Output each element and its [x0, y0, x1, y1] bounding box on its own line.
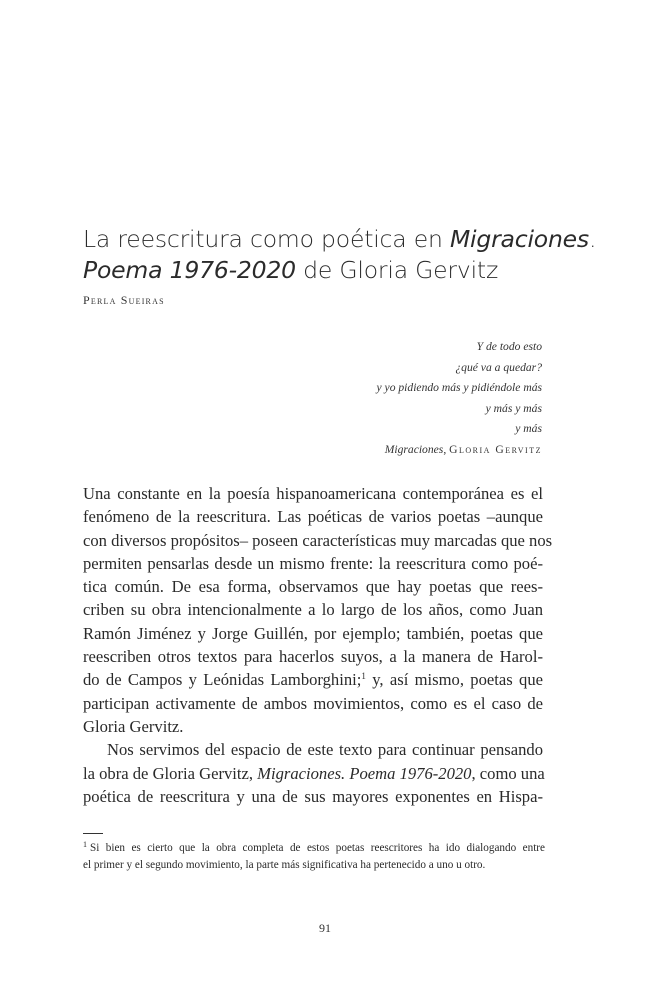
epigraph — [377, 337, 543, 460]
paragraph-line: tica común. De esa forma, observamos que hay poetas que rees- — [83, 577, 543, 597]
paragraph-line: fenómeno de la reescritura. Las poéticas de varios poetas –aunque — [83, 507, 543, 527]
footnote-reference[interactable]: 1 — [361, 671, 366, 682]
title-italic: Migraciones — [449, 225, 589, 253]
chapter-title — [83, 224, 603, 286]
title-text: La reescritura como poética en — [83, 225, 450, 253]
paragraph-text: do de Campos y Leónidas Lamborghini; — [83, 670, 362, 690]
paragraph-line: Ramón Jiménez y Jorge Guillén, por ejemplo; también, poetas que — [83, 623, 543, 643]
page-number: 91 — [319, 921, 331, 935]
paragraph-text: la obra de Gloria Gervitz, — [83, 763, 258, 783]
paragraph-line: con diversos propósitos– poseen características muy marcadas que nos — [83, 530, 553, 550]
paragraph-text: y, así mismo, poetas que — [365, 670, 543, 690]
title-italic: Poema 1976-2020 — [83, 256, 296, 284]
author-name: Perla Sueiras — [83, 293, 165, 307]
footnote — [83, 840, 545, 874]
epigraph-source-title: Migraciones — [384, 442, 444, 456]
paragraph-italic: Migraciones. Poema 1976-2020 — [257, 763, 472, 783]
title-line-1 — [83, 224, 603, 255]
paragraph-line: Gloria Gervitz. — [83, 716, 184, 736]
footnote-line: el primer y el segundo movimiento, la parte más significativa ha pertenecido a uno u otro. — [83, 859, 486, 871]
epigraph-line: Y de todo esto — [476, 340, 542, 353]
title-line-2 — [83, 255, 603, 286]
footnote-marker: 1 — [83, 840, 87, 849]
epigraph-source-author: Gloria Gervitz — [449, 442, 542, 456]
paragraph-line: poética de reescritura y una de sus mayores exponentes en Hispa- — [83, 786, 543, 806]
footnote-divider — [83, 833, 103, 834]
paragraph-line: Una constante en la poesía hispanoamericana contemporánea es el — [83, 484, 543, 503]
epigraph-line: ¿qué va a quedar? — [455, 360, 542, 374]
paragraph-line — [83, 762, 543, 785]
paragraph-line: reescriben otros textos para hacerlos suyos, a la manera de Harol- — [83, 647, 543, 667]
epigraph-line: y más y más — [485, 401, 542, 415]
footnote-line — [83, 840, 545, 857]
epigraph-line: y más — [515, 422, 542, 435]
epigraph-source-sep: , — [443, 442, 450, 456]
paragraph-line: Nos servimos del espacio de este texto para continuar pensando — [107, 740, 543, 760]
title-text: . — [588, 225, 597, 253]
epigraph-line: y yo pidiendo más y pidiéndole más — [376, 381, 542, 394]
body-text — [83, 482, 553, 808]
paragraph-line — [83, 668, 543, 691]
paragraph-text: , como una — [471, 763, 545, 783]
title-text: de Gloria Gervitz — [295, 256, 499, 284]
paragraph-line: permiten pensarlas desde un mismo frente: la reescritura como poé- — [83, 553, 543, 573]
footnote-text: Si bien es cierto que la obra completa de estos poetas reescritores ha ido dialogando entre — [90, 842, 545, 854]
epigraph-source — [377, 440, 543, 461]
paragraph-line: participan activamente de ambos movimientos, como es el caso de — [83, 693, 543, 713]
paragraph-line: criben su obra intencionalmente a lo largo de los años, como Juan — [83, 600, 543, 620]
